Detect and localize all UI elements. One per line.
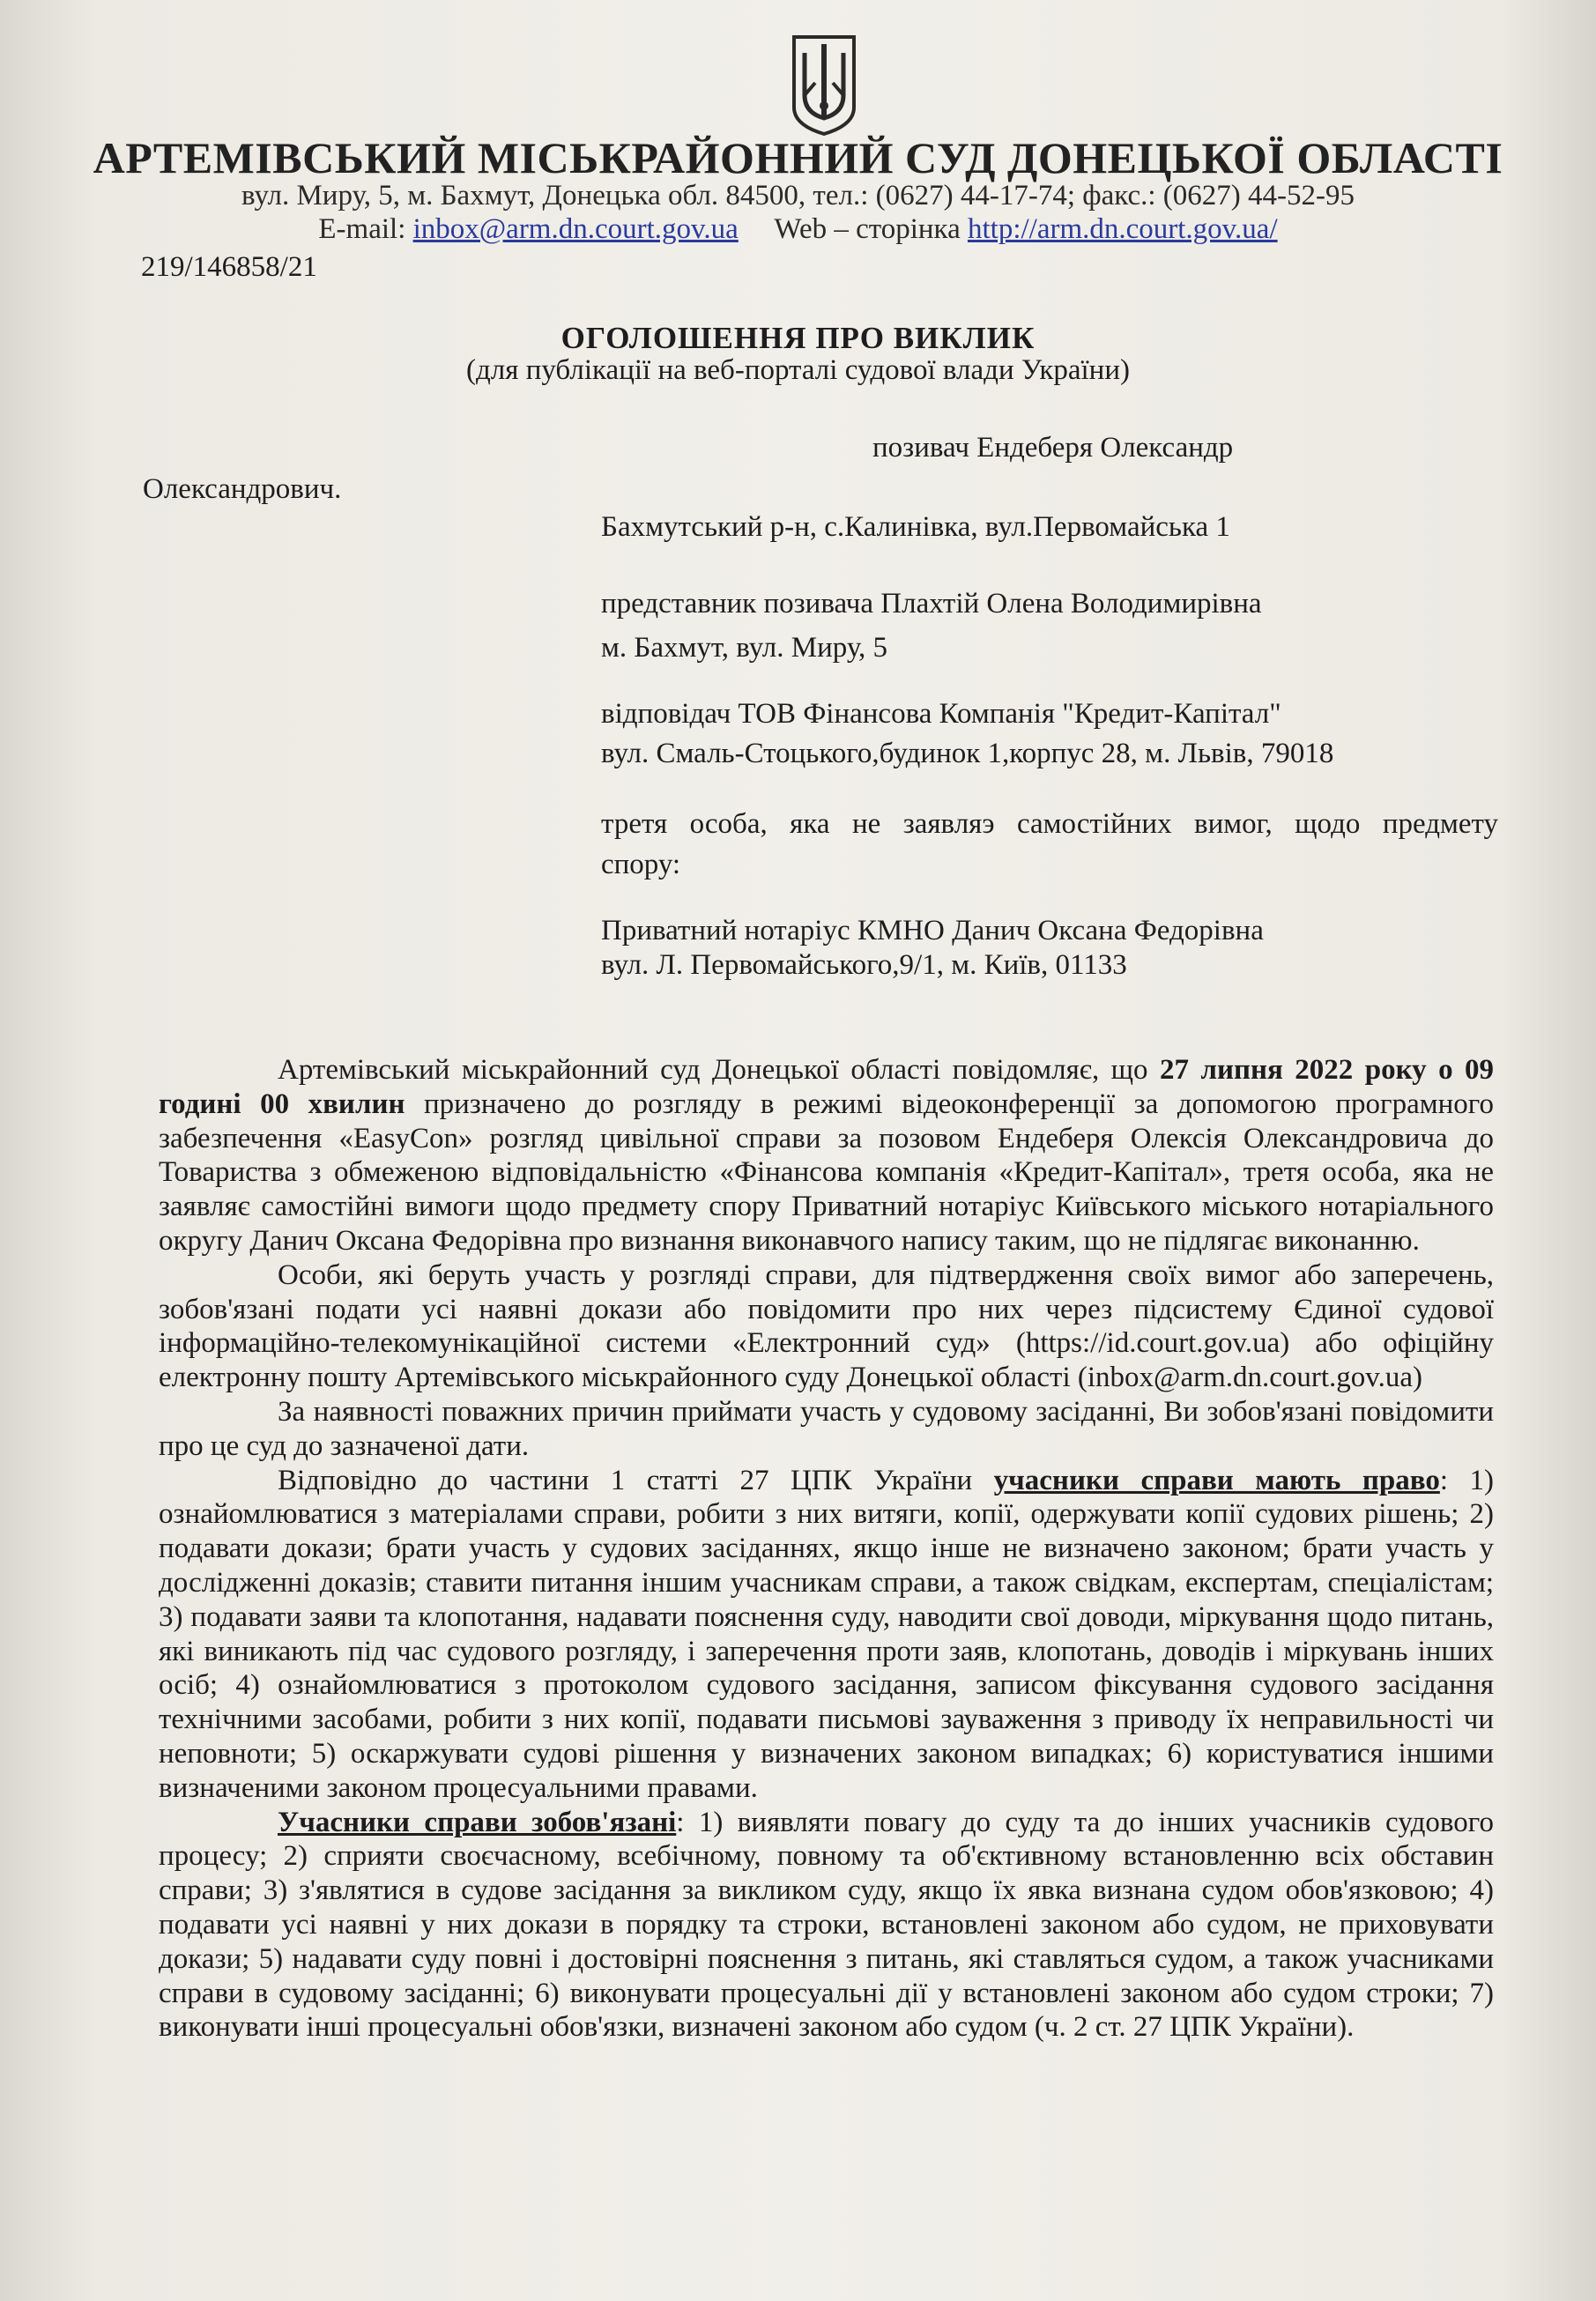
email-label: E-mail: bbox=[318, 213, 413, 245]
email-link[interactable]: inbox@arm.dn.court.gov.ua bbox=[412, 213, 739, 245]
court-address: вул. Миру, 5, м. Бахмут, Донецька обл. 84500, тел.: (0627) 44-17-74; факс.: (0627) 44-52-95 bbox=[241, 180, 1355, 212]
trident-emblem-icon bbox=[789, 33, 859, 137]
notice-title: ОГОЛОШЕННЯ ПРО ВИКЛИК bbox=[560, 321, 1036, 355]
paragraph-hearing: Артемівський міськрайонний суд Донецької області повідомляє, що 27 липня 2022 року о 09 годині 00 хвилин призначено до розгляду в режимі відеоконференції за допомогою програмного забезпечення «EasyCon» розгляд цивільної справи за позовом Ендеберя Олексія Олександровича до Товариства з обмеженою відповідальністю «Фінансова компанія «Кредит-Капітал», третя особа, яка не заявляє самостійні вимоги щодо предмету спору Приватний нотаріус Київського міського нотаріального округу Данич Оксана Федорівна про визнання виконавчого напису таким, що не підлягає виконанню. bbox=[159, 1054, 1495, 1257]
plaintiff-address: Бахмутський р-н, с.Калинівка, вул.Первомайська 1 bbox=[601, 511, 1230, 543]
court-contacts bbox=[0, 213, 1596, 246]
third-party-address: вул. Л. Первомайського,9/1, м. Київ, 01133 bbox=[601, 949, 1127, 981]
paragraph-evidence: Особи, які беруть участь у розгляді справи, для підтвердження своїх вимог або заперечень, зобов'язані подати усі наявні докази або повідомити про них через підсистему Єдиної судової інформаційно-телекомунікаційної системи «Електронний суд» (https://id.court.gov.ua) або офіційну електронну пошту Артемівського міськрайонного суду Донецької області (inbox@arm.dn.court.gov.ua) bbox=[159, 1258, 1494, 1394]
representative: представник позивача Плахтій Олена Володимирівна bbox=[601, 588, 1262, 620]
paragraph-rights: Відповідно до частини 1 статті 27 ЦПК України учасники справи мають право: 1) ознайомлюватися з матеріалами справи, робити з них витяги, копії, одержувати копії судових рішень; 2) подавати докази; брати участь у судових засіданнях, якщо інше не визначено законом; брати участь у дослідженні доказів; ставити питання іншим учасникам справи, а також свідкам, експертам, спеціалістам; 3) подавати заяви та клопотання, надавати пояснення суду, наводити свої доводи, міркування щодо питань, які виникають під час судового розгляду, і заперечення проти заяв, клопотань, доводів і міркувань інших осіб; 4) ознайомлюватися з протоколом судового засідання, записом фіксування судового засідання технічними засобами, робити з них копії, подавати письмові зауваження з приводу їх неправильності чи неповноти; 5) оскаржувати судові рішення у визначених законом випадках; 6) користуватися іншими визначеними законом процесуальними правами. bbox=[159, 1464, 1494, 1804]
plaintiff-line-2: Олександрович. bbox=[143, 473, 342, 505]
notice-subtitle: (для публікації на веб-порталі судової влади України) bbox=[466, 354, 1130, 386]
notice-body bbox=[159, 1053, 1494, 2045]
web-link[interactable]: http://arm.dn.court.gov.ua/ bbox=[967, 213, 1278, 245]
third-party-label-2: спору: bbox=[601, 849, 681, 880]
paragraph-obligations: Учасники справи зобов'язані: 1) виявляти повагу до суду та до інших учасників судового процесу; 2) сприяти своєчасному, всебічному, повному та об'єктивному встановленню всіх обставин справи; 3) з'являтися в судове засідання за викликом суду, якщо їх явка визнана судом обов'язковою; 4) подавати усі наявні у них докази в порядку та строки, встановлені законом або судом, не приховувати докази; 5) надавати суду повні і достовірні пояснення з питань, які ставляться судом, а також учасниками справи в судовому засіданні; 6) виконувати процесуальні дії у встановлені законом або судом строки; 7) виконувати інші процесуальні обов'язки, визначені законом або судом (ч. 2 ст. 27 ЦПК України). bbox=[159, 1806, 1494, 2044]
rights-heading: учасники справи мають право bbox=[993, 1464, 1440, 1496]
registration-number: 219/146858/21 bbox=[141, 251, 317, 283]
third-party: Приватний нотаріус КМНО Данич Оксана Федорівна bbox=[601, 915, 1264, 946]
paragraph-notify: За наявності поважних причин приймати участь у судовому засіданні, Ви зобов'язані повідомити про це суд до зазначеної дати. bbox=[159, 1395, 1494, 1462]
defendant-address: вул. Смаль-Стоцького,будинок 1,корпус 28, м. Львів, 79018 bbox=[601, 738, 1334, 769]
defendant: відповідач ТОВ Фінансова Компанія "Кредит-Капітал" bbox=[601, 698, 1281, 730]
plaintiff-line-1: позивач Ендеберя Олександр bbox=[872, 432, 1234, 464]
third-party-label-1: третя особа, яка не заявляэ самостійних вимог, щодо предмету bbox=[601, 808, 1498, 840]
hearing-datetime: 27 липня 2022 року о 09 годині 00 хвилин bbox=[159, 1054, 1495, 1120]
web-label: Web – сторінка bbox=[738, 213, 968, 245]
obligations-heading: Учасники справи зобов'язані bbox=[278, 1806, 677, 1838]
court-name: АРТЕМІВСЬКИЙ МІСЬКРАЙОННИЙ СУД ДОНЕЦЬКОЇ ОБЛАСТІ bbox=[93, 133, 1503, 182]
representative-address: м. Бахмут, вул. Миру, 5 bbox=[601, 632, 888, 664]
